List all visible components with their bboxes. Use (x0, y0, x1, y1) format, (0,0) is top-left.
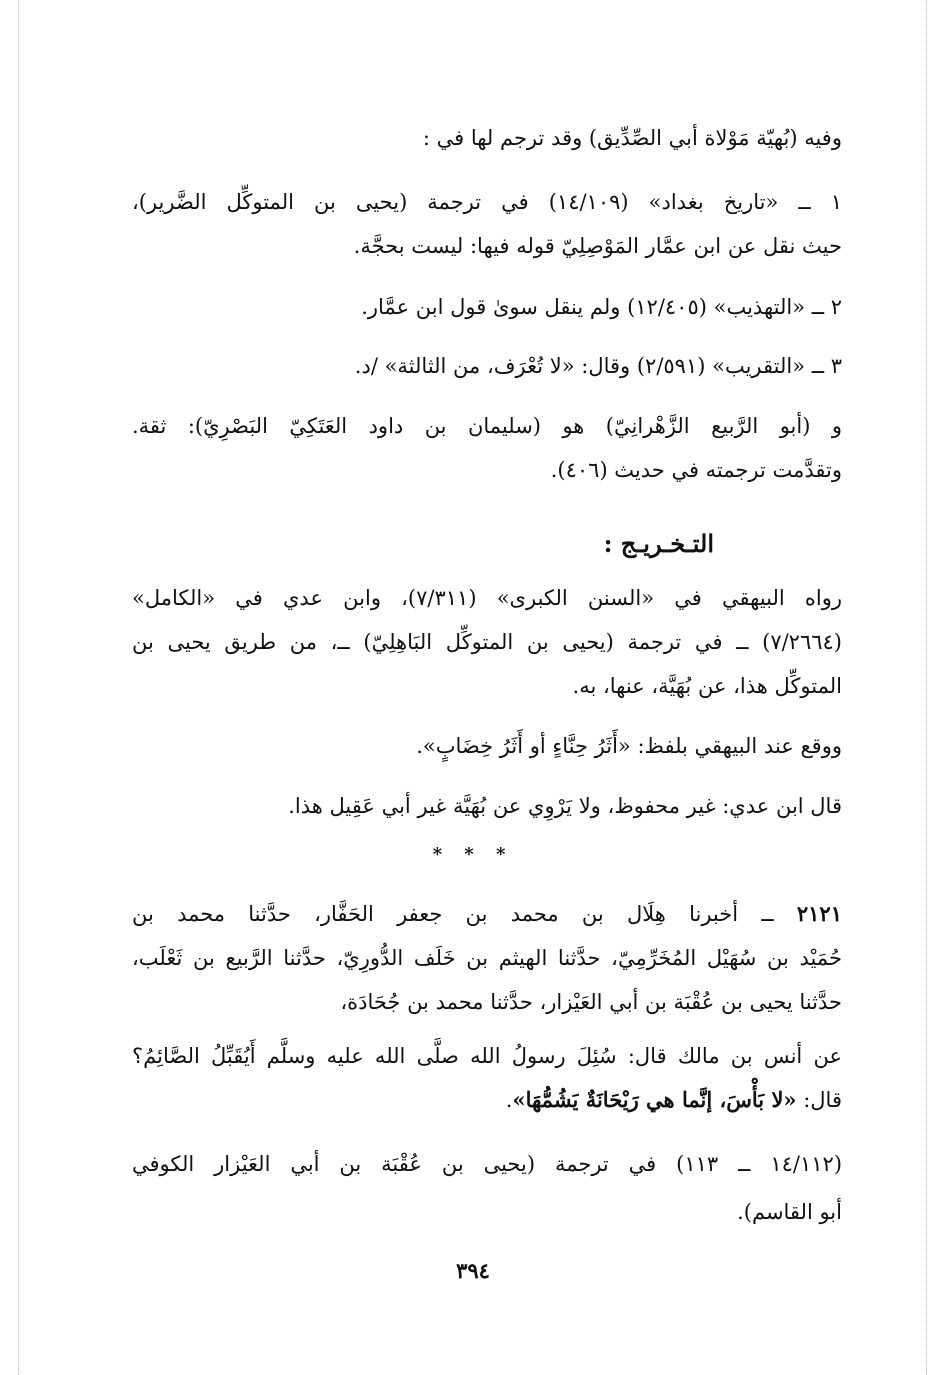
hadith-number: ٢١٢١ (796, 901, 842, 926)
left-margin-dotted-rule (18, 0, 19, 1375)
takhrij-p1-line-2: (٧/٢٦٦٤) ــ في ترجمة (يحيى بن المتوكِّل البَاهِلِيّ) ــ، من طريق يحيى بن (132, 630, 842, 654)
source-3: ٣ ــ «التقريب» (٢/٥٩١) وقال: «لا تُعْرَف، من الثالثة» /د. (354, 354, 842, 378)
source-1-line-1: ١ ــ «تاريخ بغداد» (١٤/١٠٩) في ترجمة (يحيى بن المتوكِّل الضَّرير)، (132, 190, 842, 214)
hadith-line-2: حُمَيْد بن سُهَيْل المُخَرِّمِيّ، حدَّثنا الهيثم بن خَلَف الدُّورِيّ، حدَّثنا الرَّبيع بن ثَعْلَب، (132, 946, 842, 970)
source-1-line-2: حيث نقل عن ابن عمَّار المَوْصِلِيّ قوله فيها: ليست بحجَّة. (353, 234, 842, 258)
page-number: ٣٩٤ (456, 1258, 490, 1283)
hadith-end-dot: . (505, 1088, 513, 1112)
rabi-note-line-2: وتقدَّمت ترجمته في حديث (٤٠٦). (550, 458, 842, 482)
hadith-line-3: حدَّثنا يحيى بن عُقْبَة بن أبي العَيْزار، حدَّثنا محمد بن جُحَادَة، (340, 990, 842, 1014)
hadith-line-5 (132, 1078, 842, 1122)
takhrij-p2: ووقع عند البيهقي بلفظ: «أَثَرُ حِنَّاءٍ أو أَثَرُ خِضَابٍ». (416, 734, 842, 758)
hadith-line-1 (132, 892, 842, 936)
narration-line: وفيه (بُهيّة مَوْلاة أبي الصِّدِّيق) وقد ترجم لها في : (422, 126, 842, 150)
hadith-qala: قال: (796, 1088, 842, 1112)
hadith-matn: «لا بَأْسَ، إنَّما هي رَيْحَانَةٌ يَشُمُّهَا» (512, 1087, 797, 1112)
right-margin-dotted-rule (926, 0, 927, 1375)
hadith-reference-line-1: (١٤/١١٢ ــ ١١٣) في ترجمة (يحيى بن عُقْبَة بن أبي العَيْزار الكوفي (132, 1152, 843, 1176)
section-separator: * * * (432, 844, 514, 865)
hadith-line-4: عن أنس بن مالك قال: سُئِلَ رسولُ الله صلَّى الله عليه وسلَّم أَيُقَبِّلُ الصَّائِمُ؟ (132, 1044, 842, 1068)
takhrij-p1-line-3: المتوكِّل هذا، عن بُهَيَّة، عنها، به. (572, 674, 842, 698)
rabi-note-line-1: و (أبو الرَّبيع الزَّهْرانِيّ) هو (سليمان بن داود العَتَكِيّ البَصْرِيّ): ثقة. (132, 414, 842, 438)
source-2: ٢ ــ «التهذيب» (١٢/٤٠٥) ولم ينقل سوىٰ قول ابن عمَّار. (361, 295, 842, 319)
takhrij-heading: التـخـريـج : (603, 529, 714, 558)
hadith-isnad-start: ــ أخبرنا هِلَال بن محمد بن جعفر الحَفَّار، حدَّثنا محمد بن (132, 902, 797, 926)
takhrij-p3: قال ابن عدي: غير محفوظ، ولا يَرْوِي عن بُهَيَّة غير أبي عَقِيل هذا. (288, 794, 842, 818)
takhrij-p1-line-1: رواه البيهقي في «السنن الكبرى» (٧/٣١١)، وابن عدي في «الكامل» (132, 586, 842, 610)
hadith-reference-line-2: أبو القاسم). (737, 1200, 842, 1224)
